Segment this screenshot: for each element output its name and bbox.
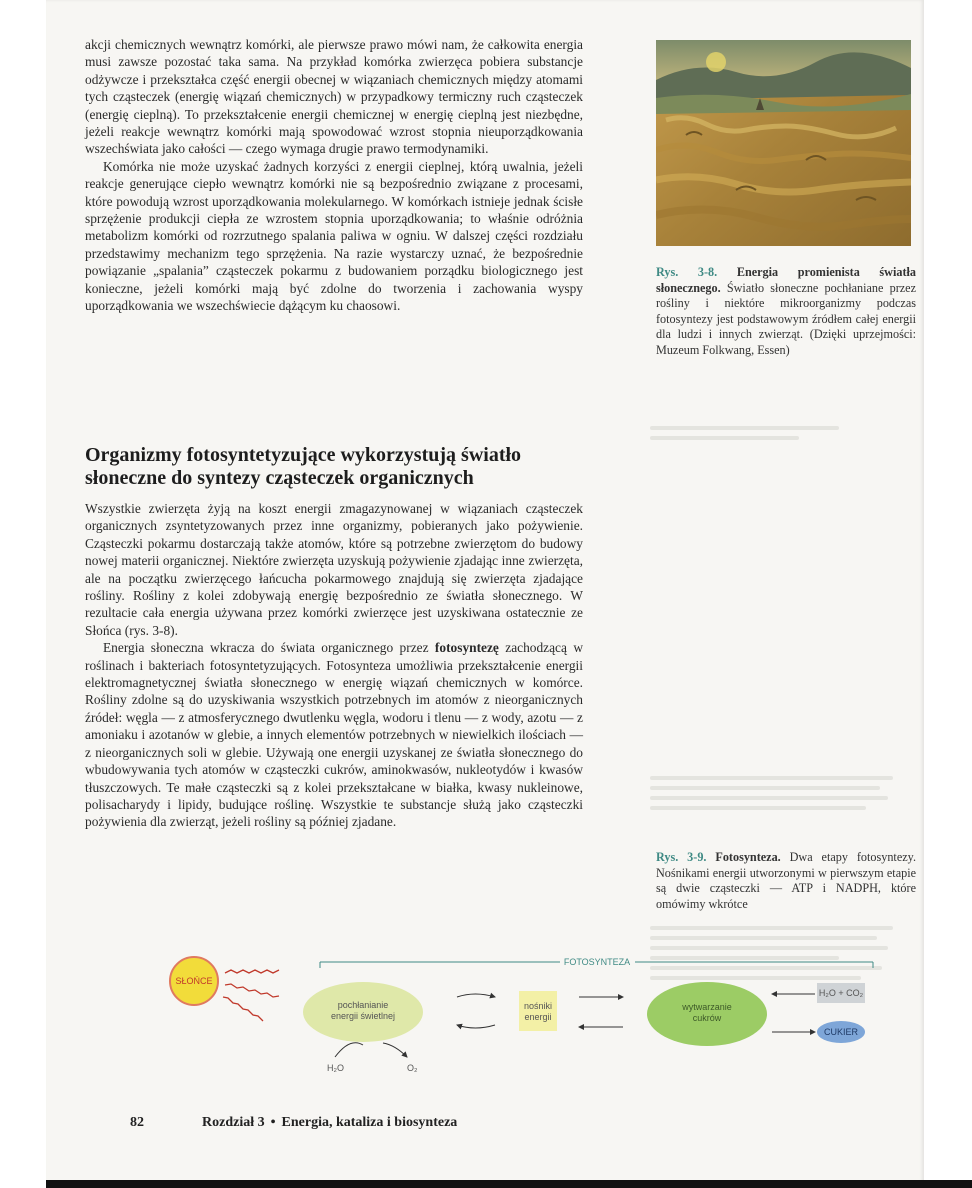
figure-text: Dwa etapy fotosyntezy. Nośnikami energii utworzonymi w pierwszym etapie są dwie cząsteczki — ATP i NADPH, które omówimy wkrótce: [656, 850, 916, 911]
light-ray: [223, 997, 263, 1021]
arrow: [457, 994, 495, 997]
bleed-through: [650, 770, 920, 816]
diagram-canvas: [155, 945, 875, 1085]
stage1-label: energii świetlnej: [330, 1011, 396, 1021]
figure-text: Światło słoneczne pochłaniane przez rośliny i niektóre mikroorganizmy podczas fotosyntezy jest podstawowym źródłem całej energii dla ludzi i innych zwierząt. (Dzięki uprzejmości: Muzeum Folkwang, Essen): [656, 280, 916, 357]
paragraph-start: Energia słoneczna wkracza do świata organicznego przez: [103, 640, 435, 656]
paragraph: Wszystkie zwierzęta żyją na koszt energii zmagazynowanej w wiązaniach cząsteczek organicznych zsyntetyzowanych przez inne organizmy, pobieranych jako pożywienie. Cząsteczki pokarmu dostarczają także atomów, które są potrzebne zwierzętom do budowy nowej materii organicznej. Niektóre zwierzęta uzyskują pożywienie zjadając inne zwierzęta, ale na początku zwierzęcego łańcucha pokarmowego znajdują się zwierzęta zjadające rośliny. Rośliny z kolei zdobywają energię bezpośrednio ze światła słonecznego. W rezultacie cała energia używana przez komórki zwierzęce jest uzyskiwana ostatecznie ze Słońca (rys. 3-8).: [85, 501, 583, 638]
figure-title: Energia promienista światła słonecznego.: [656, 265, 916, 295]
chapter-label: Rozdział 3: [202, 1115, 265, 1130]
body-text-section: [85, 500, 583, 831]
inputs-label: H₂O + CO₂: [818, 988, 864, 998]
bleed-through: [650, 420, 920, 446]
water-label: H₂O: [327, 1063, 344, 1073]
sun-label: SŁOŃCE: [175, 976, 213, 986]
painting-image: [656, 40, 911, 246]
paragraph-rest: zachodzącą w roślinach i bakteriach fotosyntetyzujących. Fotosynteza umożliwia przekształcenie energii elektromagnetycznej światła słonecznego w energię wiązań chemicznych w komórce. Rośliny zdolne są do uzyskiwania wszystkich potrzebnych im atomów z nieorganicznych źródeł: węgla — z atmosferycznego dwutlenku węgla, wodoru i tlenu — z wody, azotu — z amoniaku i azotanów w glebie, a innych elementów potrzebnych w niewielkich ilościach — z nieorganicznych soli w glebie. Używają one energii uzyskanej ze światła słonecznego do wbudowywania tych atomów w cząsteczki cukrów, aminokwasów, nukleotydów i kwasów tłuszczowych. Te małe cząsteczki są z kolei przekształcane w białka, kwasy nukleinowe, polisacharydy i lipidy, budujące roślinę. Wszystkie te substancje służą jako cząsteczki pożywienia dla zwierząt, jeżeli rośliny są później zjadane.: [85, 640, 583, 830]
diagram-title: FOTOSYNTEZA: [563, 957, 631, 967]
scan-edge: [46, 1180, 972, 1188]
carriers-label: nośniki: [523, 1001, 553, 1011]
oxygen-label: O₂: [407, 1063, 418, 1073]
sugar-label: CUKIER: [823, 1027, 859, 1037]
figure-number: Rys. 3-8.: [656, 265, 718, 279]
page-number: 82: [130, 1115, 144, 1130]
wheat-field-painting: [656, 40, 911, 246]
figure-number: Rys. 3-9.: [656, 850, 707, 864]
chapter-title: Energia, kataliza i biosynteza: [281, 1115, 458, 1130]
paragraph: [85, 639, 583, 830]
stage2-label: wytwarzanie: [682, 1002, 732, 1012]
carriers-label: energii: [524, 1012, 552, 1022]
figure-title: Fotosynteza.: [715, 850, 781, 864]
page-footer: [130, 1115, 457, 1131]
photosynthesis-diagram: [155, 945, 875, 1085]
oxygen-arrow: [383, 1043, 407, 1057]
paragraph: akcji chemicznych wewnątrz komórki, ale pierwsze prawo mówi nam, że całkowita energia musi zawsze pozostać taka sama. Na przykład komórka zwierzęca pobiera substancje odżywcze i przekształca część energii obecnej w wiązaniach chemicznych między atomami tych cząsteczek (energię wiązań chemicznych) w przypadkowy termiczny ruch cząsteczek (energię cieplną). To przekształcenie energii chemicznej w energię cieplną jest niezbędne, jeżeli reakcje wewnątrz komórki mają spowodować wzrost stopnia nieuporządkowania wszechświata jako całości — czego wymaga drugie prawo termodynamiki.: [85, 37, 583, 157]
water-arrow: [335, 1043, 363, 1057]
energy-carriers-box: [519, 991, 557, 1031]
paragraph: Komórka nie może uzyskać żadnych korzyści z energii cieplnej, którą uwalnia, jeżeli reakcje generujące ciepło wewnątrz komórki nie są bezpośrednio związane z procesami, które powodują wzrost uporządkowania molekularnego. W komórkach istnieje jednak ścisłe sprzężenie produkcji ciepła ze wzrostem stopnia uporządkowania; to właśnie odróżnia metabolizm komórki od rozrzutnego spalania paliwa w ogniu. W dalszej części rozdziału przedstawimy mechanizm tego sprzężenia. Na razie wystarczy uznać, że bezpośrednie powiązanie „spalania” cząsteczek pokarmu z budowaniem porządku biologicznego jest konieczne, jeżeli komórki mają być zdolne do tworzenia i zachowania wyspy uporządkowania we wszechświecie dążącym ku chaosowi.: [85, 158, 583, 314]
arrow: [457, 1025, 495, 1028]
light-ray: [225, 984, 279, 997]
stage2-label: cukrów: [692, 1013, 722, 1023]
separator: •: [270, 1115, 276, 1130]
figure-caption-3-9: [656, 850, 916, 912]
stage1-label: pochłanianie: [337, 1000, 389, 1010]
section-heading: Organizmy fotosyntetyzujące wykorzystują światło słoneczne do syntezy cząsteczek organicznych: [85, 444, 522, 489]
term-photosynthesis: fotosyntezę: [434, 640, 499, 656]
body-text-top: [85, 36, 583, 315]
figure-caption-3-8: [656, 265, 916, 359]
light-ray: [225, 970, 279, 973]
